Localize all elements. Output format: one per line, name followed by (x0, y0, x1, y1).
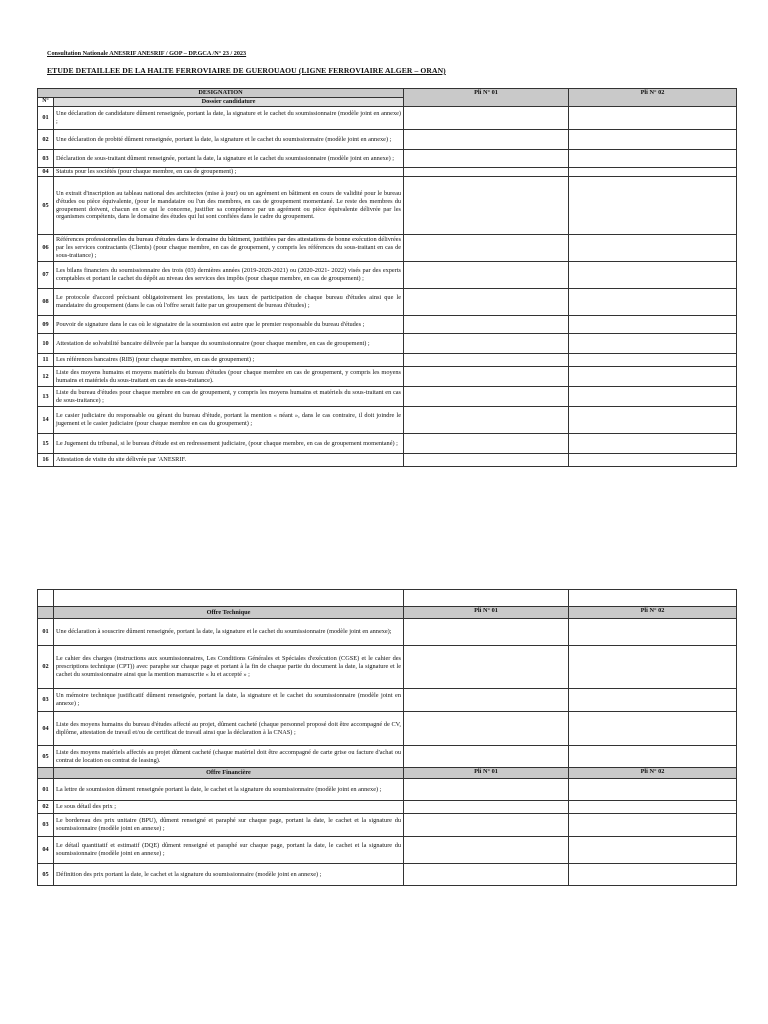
blank-cell (54, 590, 404, 607)
row-number: 12 (38, 367, 54, 387)
section-offre-financiere: Offre Financière (54, 768, 404, 779)
section-number-cell (38, 607, 54, 619)
row-description: Le casier judiciaire du responsable ou gérant du bureau d'étude, portant la mention « néant », dans le cas contraire, il doit joindre le jugement et le casier judiciaire (pour chaque membre en cas du groupement) ; (54, 407, 404, 434)
table-row (38, 168, 737, 177)
pli-01-cell (404, 354, 569, 367)
pli-01-header: Pli N° 01 (404, 607, 569, 619)
table-row (38, 107, 737, 130)
row-number: 01 (38, 619, 54, 646)
table-row (38, 814, 737, 837)
pli-01-cell (404, 130, 569, 150)
document-reference: Consultation Nationale ANESRIF ANESRIF / GOP – DP.GCA /N° 23 / 2023 (47, 50, 247, 57)
pli-02-cell (569, 235, 737, 262)
pli-01-cell (404, 316, 569, 334)
row-description: Statuts pour les sociétés (pour chaque membre, en cas de groupement) ; (54, 168, 404, 177)
table-row (38, 646, 737, 689)
pli-01-cell (404, 712, 569, 746)
pli-01-cell (404, 168, 569, 177)
row-number: 06 (38, 235, 54, 262)
pli-01-cell (404, 837, 569, 864)
row-description: Le sous détail des prix ; (54, 801, 404, 814)
section-number-cell (38, 768, 54, 779)
row-description: Liste des moyens matériels affectés au projet dûment cacheté (chaque matériel doit être accompagné de carte grise ou facture d'achat ou contrat de location ou contrat de leasing). (54, 746, 404, 768)
pli-01-cell (404, 864, 569, 886)
pli-01-cell (404, 367, 569, 387)
row-number: 01 (38, 779, 54, 801)
row-number: 07 (38, 262, 54, 289)
row-description: Pouvoir de signature dans le cas où le signataire de la soumission est autre que le premier responsable du bureau d'études ; (54, 316, 404, 334)
pli-02-cell (569, 262, 737, 289)
pli-02-cell (569, 746, 737, 768)
row-description: Liste des moyens humains du bureau d'études affecté au projet, dûment cacheté (chaque personnel proposé doit être accompagné de CV, diplôme, attestation de travail et/ou de certificat de travail ainsi que la déclaration à la CNAS) ; (54, 712, 404, 746)
pli-01-cell (404, 454, 569, 467)
row-description: Un extrait d'inscription au tableau national des architectes (mise à jour) ou un agrément en bâtiment en cours de validité pour le bureau d'études ou pièce équivalente, (pour le mandataire ou l'un des membres, en cas de groupement momentané. Le reste des membres du groupement doivent, chacun en ce qui le concerne, justifier sa compétence par un agrément ou pièce équivalente délivrée par les organismes compétents, dans le domaine des études qui lui sont confiées dans le cadre du groupement. (54, 177, 404, 235)
pli-01-cell (404, 779, 569, 801)
pli-02-cell (569, 334, 737, 354)
table-row (38, 262, 737, 289)
row-description: Le Jugement du tribunal, si le bureau d'étude est en redressement judiciaire, (pour chaque membre, en cas de groupement momentané) ; (54, 434, 404, 454)
row-number: 10 (38, 334, 54, 354)
row-number: 02 (38, 801, 54, 814)
row-number: 08 (38, 289, 54, 316)
pli-01-cell (404, 801, 569, 814)
pli-02-cell (569, 367, 737, 387)
pli-01-cell (404, 334, 569, 354)
row-number: 11 (38, 354, 54, 367)
row-description: Déclaration de sous-traitant dûment renseignée, portant la date, la signature et le cachet du soumissionnaire (modèle joint en annexe) ; (54, 150, 404, 168)
table-header-row (38, 89, 737, 98)
row-number: 03 (38, 150, 54, 168)
blank-cell (569, 590, 737, 607)
row-number: 04 (38, 168, 54, 177)
section-dossier-candidature: Dossier candidature (54, 98, 404, 107)
table-row (38, 334, 737, 354)
pli-01-cell (404, 814, 569, 837)
pli-01-cell (404, 746, 569, 768)
pli-02-cell (569, 801, 737, 814)
table-row (38, 434, 737, 454)
blank-cell (404, 590, 569, 607)
row-number: 04 (38, 837, 54, 864)
row-description: Définition des prix portant la date, le cachet et la signature du soumissionnaire (modèle joint en annexe) ; (54, 864, 404, 886)
table-row (38, 712, 737, 746)
pli-02-cell (569, 387, 737, 407)
row-description: Les bilans financiers du soumissionnaire des trois (03) dernières années (2019-2020-2021) ou (2020-2021- 2022) visés par des experts comptables et portant le cachet du dépôt au niveau des services des impôts (pour chaque membre, en cas de groupement) ; (54, 262, 404, 289)
pli-02-cell (569, 130, 737, 150)
row-number: 14 (38, 407, 54, 434)
row-number: 01 (38, 107, 54, 130)
pli-01-cell (404, 107, 569, 130)
table-row (38, 407, 737, 434)
row-number: 15 (38, 434, 54, 454)
section-offre-technique: Offre Technique (54, 607, 404, 619)
row-description: Liste du bureau d'études pour chaque membre en cas de groupement, y compris les moyens humains et matériels du sous-traitant en cas de sous-traitance) ; (54, 387, 404, 407)
pli-01-cell (404, 646, 569, 689)
table-row (38, 837, 737, 864)
pli-01-cell (404, 235, 569, 262)
table-row (38, 619, 737, 646)
section-row (38, 607, 737, 619)
document-title: ETUDE DETAILLEE DE LA HALTE FERROVIAIRE DE GUEROUAOU (LIGNE FERROVIAIRE ALGER – ORAN) (47, 66, 446, 75)
offers-table (37, 589, 737, 886)
row-number: 13 (38, 387, 54, 407)
pli-02-cell (569, 354, 737, 367)
pli-02-cell (569, 646, 737, 689)
pli-02-cell (569, 619, 737, 646)
pli-02-cell (569, 689, 737, 712)
row-number: 16 (38, 454, 54, 467)
row-number: 02 (38, 646, 54, 689)
table-row (38, 779, 737, 801)
pli-02-cell (569, 289, 737, 316)
pli-01-cell (404, 407, 569, 434)
table-row (38, 235, 737, 262)
row-number: 09 (38, 316, 54, 334)
row-description: Le cahier des charges (instructions aux soumissionnaires, Les Conditions Générales et Spéciales d'exécution (CGSE) et le cahier des prescriptions technique (CPT)) avec paraphe sur chaque page et portant à la fin de chaque partie du document la date, la signature et le cachet du soumissionnaire ainsi que la mention manuscrite « lu et accepté » ; (54, 646, 404, 689)
table-row (38, 454, 737, 467)
pli-01-header: Pli N° 01 (404, 768, 569, 779)
pli-02-cell (569, 107, 737, 130)
pli-01-cell (404, 689, 569, 712)
row-description: Les références bancaires (RIB) (pour chaque membre, en cas de groupement) ; (54, 354, 404, 367)
row-description: Attestation de visite du site délivrée par 'ANESRIF. (54, 454, 404, 467)
row-description: Une déclaration à souscrire dûment renseignée, portant la date, la signature et le cachet du soumissionnaire (modèle joint en annexe); (54, 619, 404, 646)
pli-02-cell (569, 168, 737, 177)
pli-02-cell (569, 814, 737, 837)
row-description: Un mémoire technique justificatif dûment renseignée, portant la date, la signature et le cachet du soumissionnaire (modèle joint en annexe) ; (54, 689, 404, 712)
row-number: 05 (38, 746, 54, 768)
row-number: 03 (38, 689, 54, 712)
table-row (38, 801, 737, 814)
pli-01-header: Pli N° 01 (404, 89, 569, 107)
table-row (38, 316, 737, 334)
pli-01-cell (404, 387, 569, 407)
pli-02-cell (569, 837, 737, 864)
pli-01-cell (404, 150, 569, 168)
table-row (38, 150, 737, 168)
table-row (38, 177, 737, 235)
row-description: La lettre de soumission dûment renseignée portant la date, le cachet et la signature du soumissionnaire (modèle joint en annexe) ; (54, 779, 404, 801)
blank-cell (38, 590, 54, 607)
designation-header: DESIGNATION (38, 89, 404, 98)
blank-row (38, 590, 737, 607)
candidature-table (37, 88, 737, 467)
pli-01-cell (404, 177, 569, 235)
table-row (38, 130, 737, 150)
pli-02-cell (569, 150, 737, 168)
table-row (38, 367, 737, 387)
row-description: Liste des moyens humains et moyens matériels du bureau d'études (pour chaque membre en cas de groupement, y compris les moyens humains et matériels du sous-traitant en cas de sous-traitance). (54, 367, 404, 387)
table-row (38, 689, 737, 712)
table-row (38, 354, 737, 367)
row-description: Une déclaration de candidature dûment renseignée, portant la date, la signature et le cachet du soumissionnaire (modèle joint en annexe) ; (54, 107, 404, 130)
pli-01-cell (404, 262, 569, 289)
table-row (38, 864, 737, 886)
row-description: Le détail quantitatif et estimatif (DQE) dûment renseigné et paraphé sur chaque page, portant la date, le cachet et la signature du soumissionnaire (modèle joint en annexe) ; (54, 837, 404, 864)
pli-02-cell (569, 316, 737, 334)
pli-01-cell (404, 289, 569, 316)
pli-02-cell (569, 434, 737, 454)
row-number: 03 (38, 814, 54, 837)
pli-02-header: Pli N° 02 (569, 89, 737, 107)
number-header: N° (38, 98, 54, 107)
pli-01-cell (404, 619, 569, 646)
table-row (38, 746, 737, 768)
pli-02-cell (569, 454, 737, 467)
row-description: Références professionnelles du bureau d'études dans le domaine du bâtiment, justifiées par des attestations de bonne exécution délivrées par les services contractants (Clients) (pour chaque membre, en cas de groupement, y compris les références du sous-traitant en cas de sous-traitance) ; (54, 235, 404, 262)
pli-02-header: Pli N° 02 (569, 768, 737, 779)
table-row (38, 387, 737, 407)
row-number: 02 (38, 130, 54, 150)
pli-02-cell (569, 779, 737, 801)
row-description: Le bordereau des prix unitaire (BPU), dûment renseigné et paraphé sur chaque page, portant la date, le cachet et la signature du soumissionnaire (modèle joint en annexe) ; (54, 814, 404, 837)
row-number: 05 (38, 864, 54, 886)
row-description: Le protocole d'accord précisant obligatoirement les prestations, les taux de participation de chaque bureau d'études ainsi que le mandataire du groupement (dans le cas où l'offre serait faite par un groupement de bureau d'études) ; (54, 289, 404, 316)
row-description: Une déclaration de probité dûment renseignée, portant la date, la signature et le cachet du soumissionnaire (modèle joint en annexe) ; (54, 130, 404, 150)
pli-02-cell (569, 407, 737, 434)
table-row (38, 289, 737, 316)
section-row (38, 768, 737, 779)
pli-02-cell (569, 177, 737, 235)
pli-01-cell (404, 434, 569, 454)
pli-02-cell (569, 712, 737, 746)
row-description: Attestation de solvabilité bancaire délivrée par la banque du soumissionnaire (pour chaque membre, en cas de groupement) ; (54, 334, 404, 354)
pli-02-cell (569, 864, 737, 886)
pli-02-header: Pli N° 02 (569, 607, 737, 619)
row-number: 05 (38, 177, 54, 235)
row-number: 04 (38, 712, 54, 746)
